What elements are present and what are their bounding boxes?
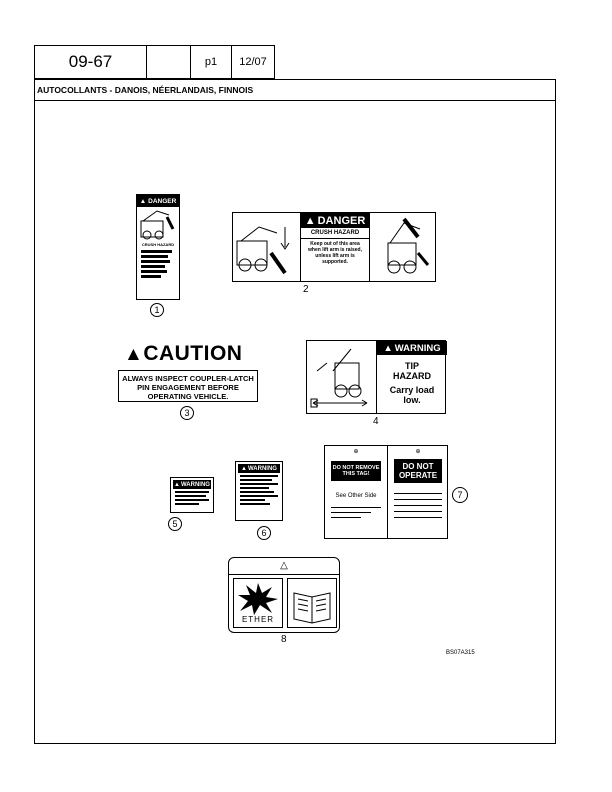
decal-3-signal: ▲CAUTION <box>124 342 243 365</box>
manual-book-icon <box>288 579 336 627</box>
decal-2-signal: ▲ DANGER <box>301 213 369 228</box>
decal-4-signal: ▲ WARNING <box>377 341 447 355</box>
decal-6-signal: ▲ WARNING <box>238 464 280 473</box>
decal-2 <box>232 212 436 282</box>
warning-triangle-icon: △ <box>229 558 339 575</box>
decal-3-number: 3 <box>180 406 194 420</box>
decal-5 <box>170 477 214 513</box>
decal-7-see-other: See Other Side <box>335 493 377 499</box>
decal-2-right-illustration <box>370 213 436 281</box>
decal-4 <box>306 340 446 414</box>
decal-4-illustration <box>307 341 375 413</box>
explosion-icon <box>234 579 282 615</box>
decal-4-number: 4 <box>373 416 379 427</box>
decal-1-signal: ▲ DANGER <box>137 195 179 207</box>
decal-1-illustration <box>137 207 179 243</box>
decal-1: ▲ DANGER CRUSH HAZARD <box>136 194 180 300</box>
page-cell <box>190 45 232 79</box>
decal-7-left-title: DO NOT REMOVE THIS TAG! <box>331 461 381 481</box>
decal-2-left-illustration <box>233 213 299 281</box>
decal-2-text: Keep out of this area when lift arm is raised, unless lift arm is supported. <box>308 241 362 265</box>
decal-7 <box>324 445 448 539</box>
decal-7-right-hole-icon: ⊕ <box>415 449 421 455</box>
decal-4-hazard: TIP HAZARD <box>393 361 431 381</box>
decal-5-signal: ▲ WARNING <box>174 481 210 488</box>
ether-label: ETHER <box>241 615 275 624</box>
decal-8 <box>228 557 340 633</box>
decal-5-number: 5 <box>168 517 182 531</box>
decal-7-right-title: DO NOT OPERATE <box>394 459 442 483</box>
page-frame <box>34 79 556 744</box>
date-cell <box>231 45 275 79</box>
decal-3 <box>116 340 262 404</box>
page-number: p1 <box>204 56 218 68</box>
section-title: AUTOCOLLANTS - DANOIS, NÉERLANDAIS, FINNOIS <box>34 79 556 101</box>
decal-7-left-hole-icon: ⊕ <box>353 449 359 455</box>
figure-code: BS07A315 <box>446 650 475 656</box>
blank-cell <box>146 45 191 79</box>
decal-4-text: Carry load low. <box>389 385 435 405</box>
decal-6 <box>235 461 283 521</box>
decal-3-text: ALWAYS INSPECT COUPLER-LATCH PIN ENGAGEMENT BEFORE OPERATING VEHICLE. <box>118 370 258 402</box>
decal-7-number: 7 <box>452 487 468 503</box>
doc-number-cell <box>34 45 147 79</box>
decal-2-hazard: CRUSH HAZARD <box>301 228 369 239</box>
date: 12/07 <box>239 56 267 68</box>
doc-number: 09-67 <box>68 52 113 71</box>
decal-2-number: 2 <box>303 284 309 295</box>
decal-6-number: 6 <box>257 526 271 540</box>
decal-8-number: 8 <box>281 634 287 645</box>
decal-1-number: 1 <box>150 303 164 317</box>
